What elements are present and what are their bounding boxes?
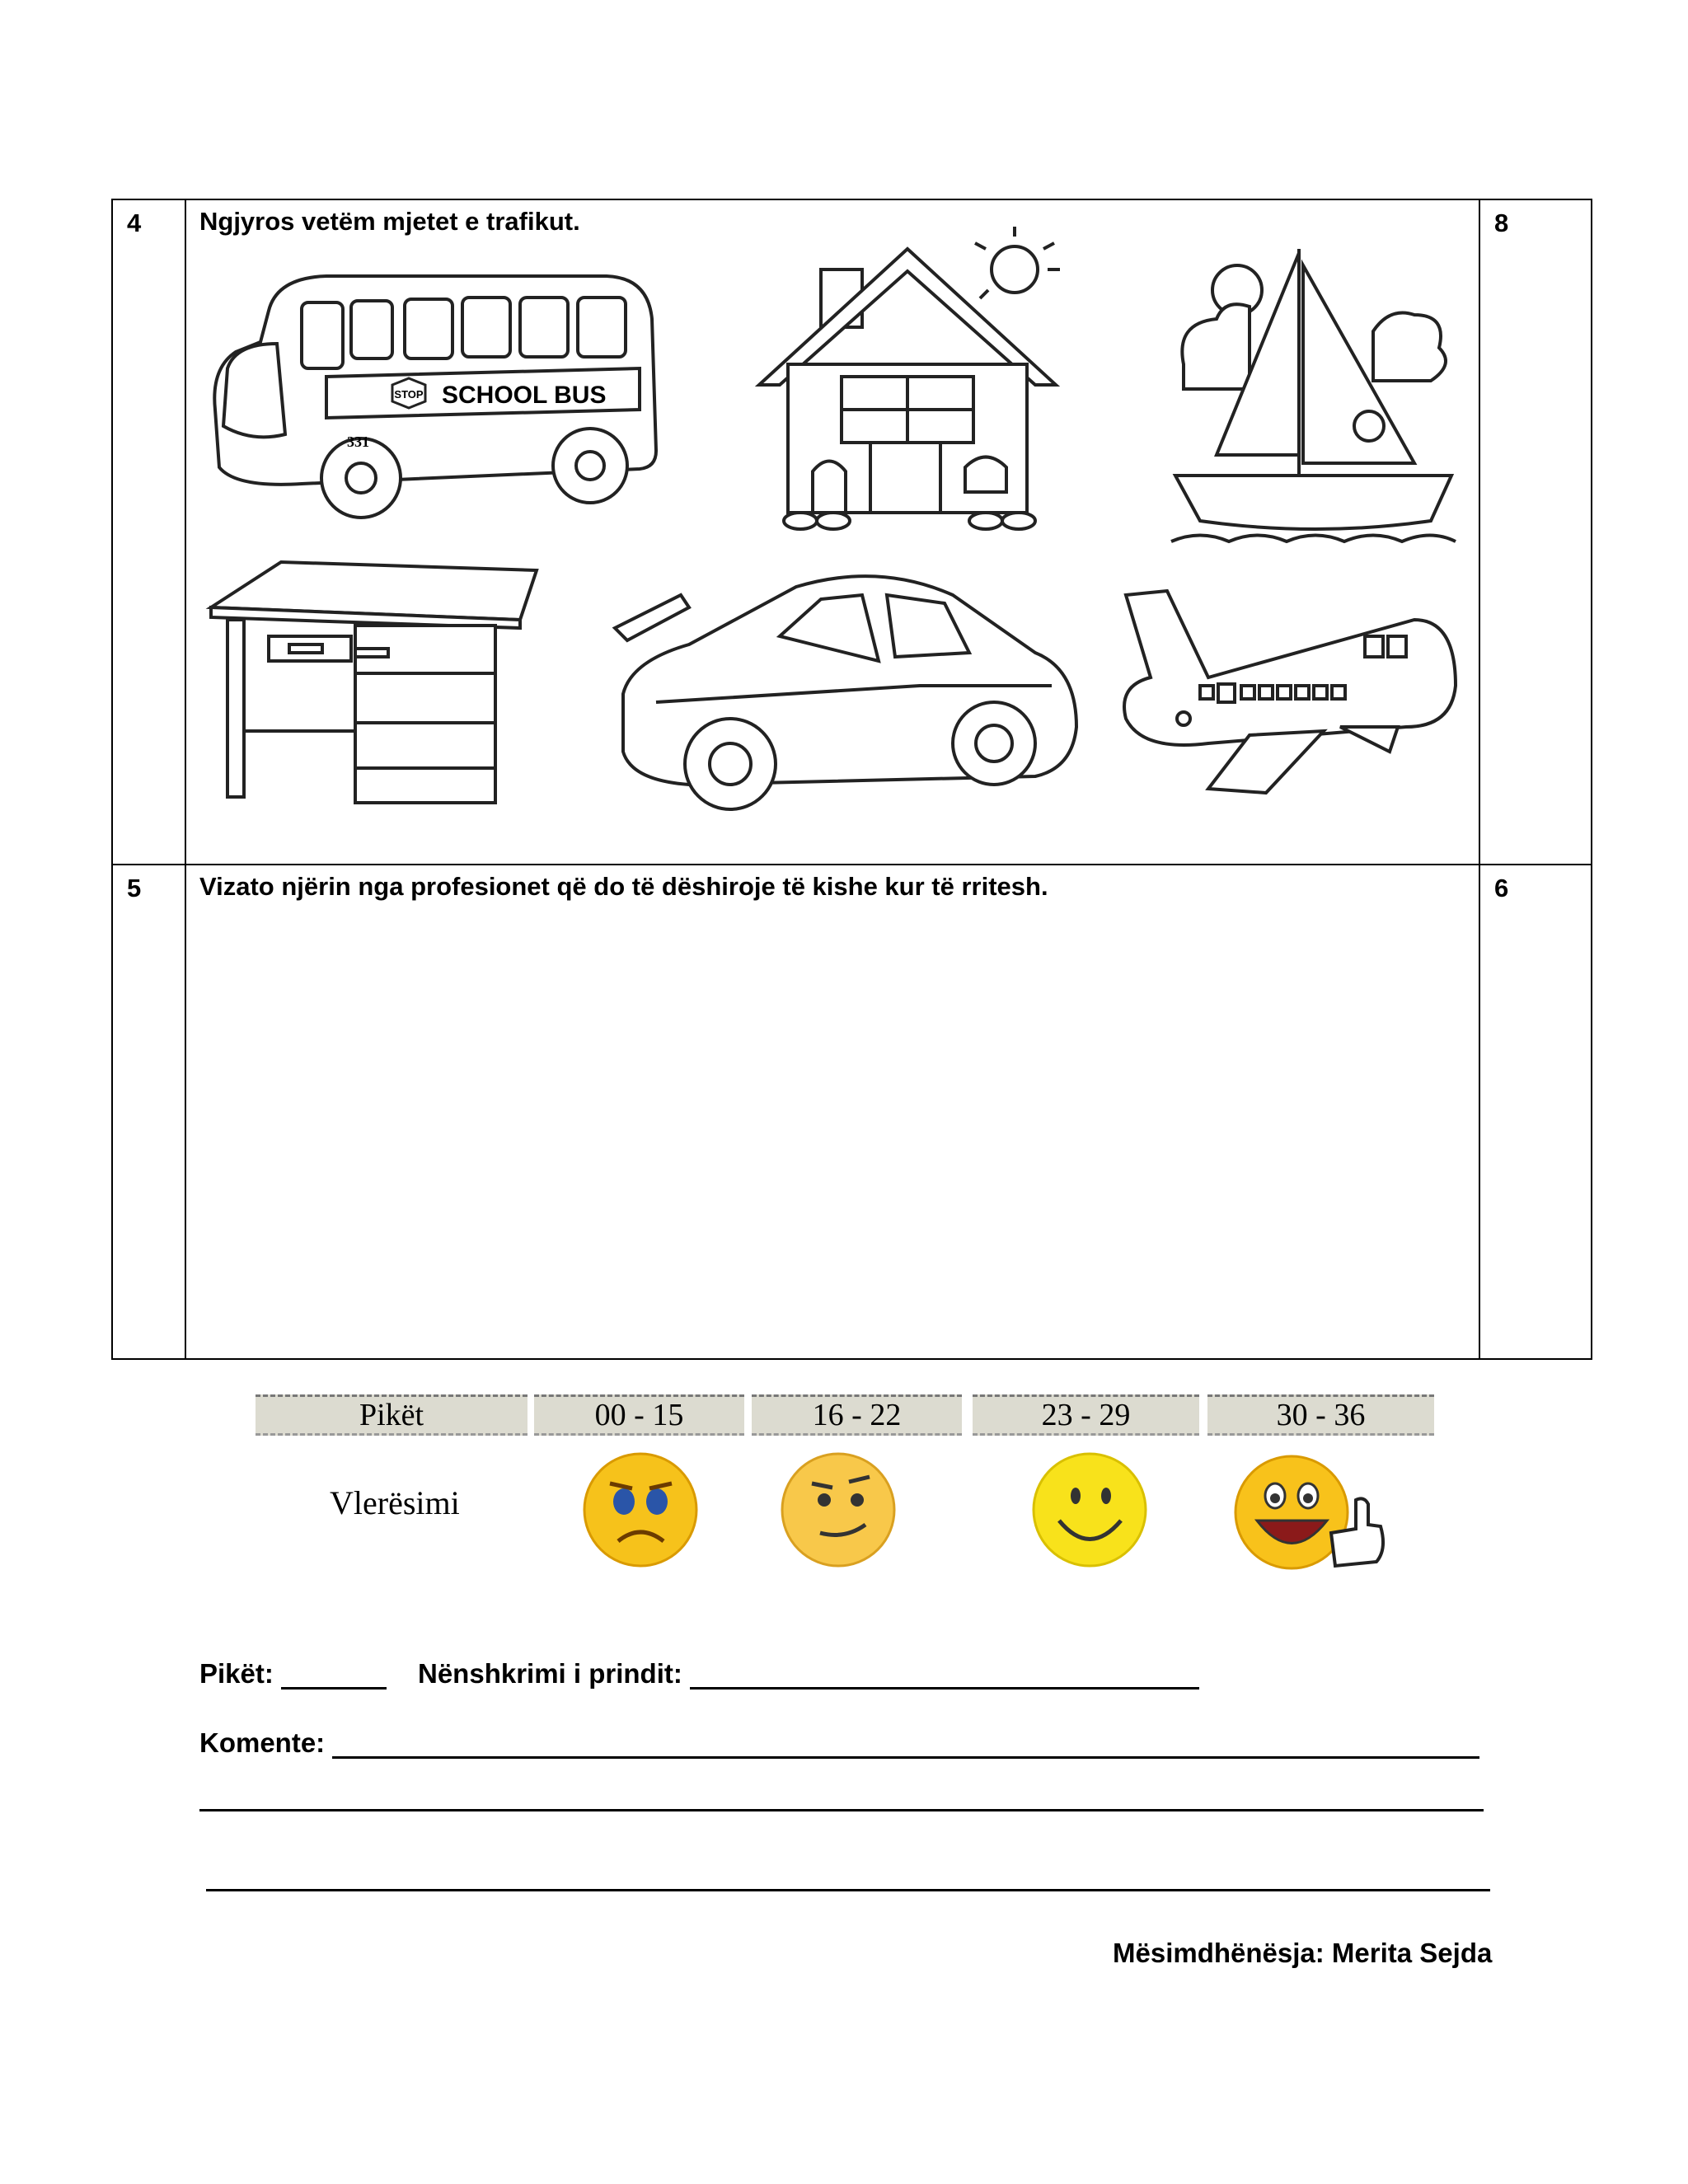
grade-range: 30 - 36 [1207,1394,1434,1436]
grading-row-label: Vlerësimi [330,1484,460,1521]
thumbs-up-face-icon [1232,1451,1389,1574]
grading-scale [247,1385,1442,1582]
task-row [112,865,1592,1359]
desk-picture [203,558,549,805]
comments-line[interactable] [199,1809,1484,1811]
house-picture [751,220,1072,541]
task-instruction: Ngjyros vetëm mjetet e trafikut. [199,207,580,236]
grading-header: Pikët [256,1394,528,1436]
school-bus-picture [203,245,681,525]
comments-field [199,1727,1479,1759]
task-number: 5 [112,865,185,1359]
task-row [112,199,1592,865]
points-label: Pikët: [199,1658,274,1689]
picture-grid [186,237,1479,859]
grade-range: 16 - 22 [752,1394,962,1436]
task-points: 8 [1479,199,1592,865]
points-field [199,1658,387,1690]
grade-range: 00 - 15 [534,1394,744,1436]
signature-blank[interactable] [690,1662,1199,1690]
smirk-face-icon [779,1451,898,1570]
sad-face-icon [581,1451,701,1570]
comments-line[interactable] [206,1889,1490,1891]
car-picture [607,562,1085,826]
task-body [185,199,1479,865]
task-table [111,199,1592,1360]
stop-sign-text: STOP [394,388,424,401]
signature-field [418,1658,1199,1690]
signature-label: Nënshkrimi i prindit: [418,1658,682,1689]
comments-blank[interactable] [332,1732,1479,1759]
sailboat-picture [1167,241,1464,554]
comments-label: Komente: [199,1727,326,1758]
bus-label-text: SCHOOL BUS [442,382,607,409]
task-instruction: Vizato njërin nga profesionet që do të dëshiroje të kishe kur të rritesh. [185,865,1479,1359]
task-number: 4 [112,199,185,865]
teacher-name: Mësimdhënësja: Merita Sejda [1113,1938,1493,1968]
bus-number-text: 331 [347,434,369,450]
airplane-picture [1118,587,1464,809]
smile-face-icon [1030,1451,1150,1570]
points-blank[interactable] [281,1662,387,1690]
grade-range: 23 - 29 [973,1394,1199,1436]
task-points: 6 [1479,865,1592,1359]
